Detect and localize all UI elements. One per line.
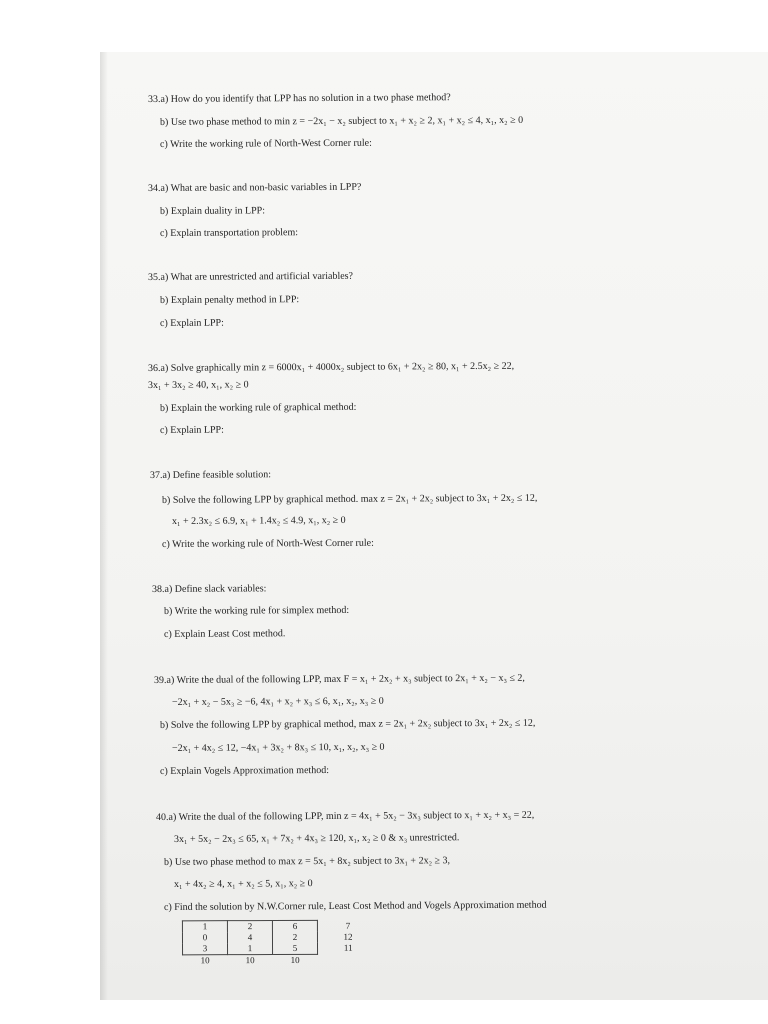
table-row	[183, 943, 379, 955]
q36-b: b) Explain the working rule of graphical method:	[159, 401, 357, 414]
table-cell: 1	[228, 943, 273, 955]
q36-a: 36.a) Solve graphically min z = 6000x₁ + 4000x₂ subject to 6x₁ + 2x₂ ≥ 80, x₁ + 2.5x₂ ≥ 22,	[147, 360, 515, 374]
supply-value: 11	[343, 942, 353, 954]
table-row	[182, 920, 378, 932]
q40-b-cont: x₁ + 4x₂ ≥ 4, x₁ + x₂ ≤ 5, x₁, x₂ ≥ 0	[173, 878, 313, 890]
table-row	[182, 932, 378, 944]
table-cell: 3	[183, 943, 228, 955]
demand-value: 10	[200, 955, 210, 966]
q37-b: b) Solve the following LPP by graphical method. max z = 2x₁ + 2x₂ subject to 3x₁ + 2x₂ ≤ 12,	[161, 492, 538, 506]
table-cell: 1	[182, 921, 227, 933]
q37-a: 37.a) Define feasible solution:	[149, 469, 272, 481]
q38-c: c) Explain Least Cost method.	[163, 628, 286, 640]
q38-a: 38.a) Define slack variables:	[151, 583, 267, 595]
demand-value: 10	[290, 954, 300, 965]
q35-c: c) Explain LPP:	[159, 317, 224, 329]
table-cell: 6	[272, 920, 317, 932]
q34-a: 34.a) What are basic and non-basic variables in LPP?	[147, 181, 362, 194]
q39-b-cont: −2x₁ + 4x₂ ≤ 12, −4x₁ + 3x₂ + 8x₃ ≤ 10, x₁, x₂, x₃ ≥ 0	[171, 741, 385, 754]
q37-b-cont: x₁ + 2.3x₂ ≤ 6.9, x₁ + 1.4x₂ ≤ 4.9, x₁, x₂ ≥ 0	[171, 514, 346, 527]
table-cell: 2	[272, 932, 317, 943]
q33-c: c) Write the working rule of North-West Corner rule:	[159, 137, 372, 150]
q39-a-cont: −2x₁ + x₂ − 5x₃ ≥ −6, 4x₁ + x₂ + x₃ ≤ 6, x₁, x₂, x₃ ≥ 0	[171, 695, 384, 708]
q40-c: c) Find the solution by N.W.Corner rule, Least Cost Method and Vogels Approximation method	[163, 899, 547, 913]
q34-c: c) Explain transportation problem:	[159, 227, 299, 239]
paper-edge-shadow	[100, 52, 108, 1000]
q40-a-cont: 3x₁ + 5x₂ − 2x₃ ≤ 65, x₁ + 7x₂ + 4x₃ ≥ 120, x₁, x₂ ≥ 0 & x₃ unrestricted.	[173, 832, 460, 845]
q40-a: 40.a) Write the dual of the following LPP, min z = 4x₁ + 5x₂ − 3x₃ subject to x₁ + x₂ + x₃ = 22,	[155, 809, 535, 823]
table-cell: 0	[182, 932, 227, 943]
supply-value: 12	[343, 931, 353, 942]
q37-c: c) Write the working rule of North-West Corner rule:	[161, 537, 374, 550]
q39-a: 39.a) Write the dual of the following LPP, max F = x₁ + 2x₂ + x₃ subject to 2x₁ + x₂ − x₃ ≤ 2,	[153, 672, 525, 686]
supply-value: 7	[345, 920, 351, 931]
transportation-table	[182, 920, 379, 967]
q34-b: b) Explain duality in LPP:	[159, 205, 266, 217]
q38-b: b) Write the working rule for simplex method:	[163, 604, 350, 617]
q33-a: 33.a) How do you identify that LPP has no solution in a two phase method?	[147, 92, 451, 105]
q39-b: b) Solve the following LPP by graphical method, max z = 2x₁ + 2x₂ subject to 3x₁ + 2x₂ ≤ 12,	[159, 717, 536, 731]
demand-row	[183, 954, 379, 966]
table-cell: 5	[273, 943, 318, 955]
q33-b: b) Use two phase method to min z = −2x₁ − x₂ subject to x₁ + x₂ ≥ 2, x₁ + x₂ ≤ 4, x₁, x₂ ≥ 0	[159, 114, 524, 128]
demand-value: 10	[245, 955, 255, 966]
table-cell: 2	[227, 921, 272, 933]
q36-c: c) Explain LPP:	[159, 424, 224, 436]
q40-b: b) Use two phase method to max z = 5x₁ + 8x₂ subject to 3x₁ + 2x₂ ≥ 3,	[163, 855, 451, 868]
q39-c: c) Explain Vogels Approximation method:	[159, 764, 330, 777]
q36-a-cont: 3x₁ + 3x₂ ≥ 40, x₁, x₂ ≥ 0	[147, 379, 249, 391]
q35-b: b) Explain penalty method in LPP:	[159, 294, 300, 306]
table-cell: 4	[227, 932, 272, 943]
q35-a: 35.a) What are unrestricted and artificial variables?	[147, 270, 354, 283]
